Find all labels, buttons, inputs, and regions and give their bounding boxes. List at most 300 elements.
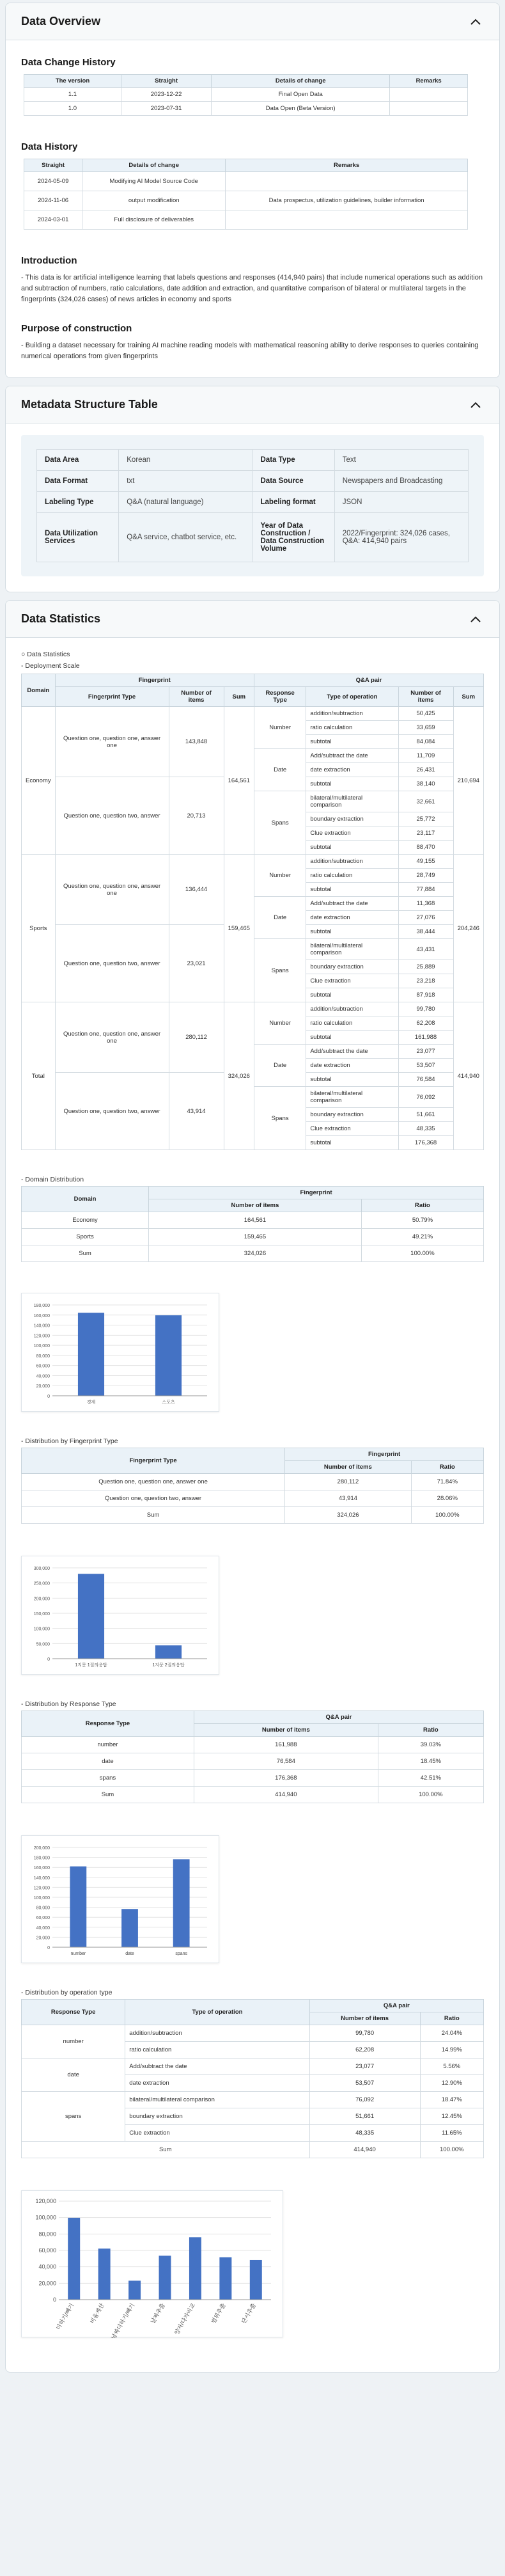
operation-cell: Add/subtract the date	[306, 749, 398, 763]
y-tick-label: 40,000	[38, 2263, 56, 2270]
y-tick-label: 40,000	[36, 1926, 50, 1931]
response-type-cell: spans	[22, 2092, 125, 2142]
operation-count-cell: 176,368	[398, 1136, 453, 1150]
operation-count-cell: 161,988	[398, 1031, 453, 1045]
introduction-text: - This data is for artificial intelligence learning that labels questions and responses (414,940 pairs) that include numerical operations such as addition and subtraction of numbers, ratio calculations, date addition and extraction, and quantitative comparison of bilateral or multilateral targets in the fingerprints (324,026 cases) of news articles in economy and sports	[21, 274, 483, 304]
column-header: Domain	[22, 1187, 149, 1212]
stats-root-label: ○ Data Statistics	[21, 651, 70, 659]
response-type-cell: Number	[254, 707, 306, 749]
table-cell: date	[22, 1753, 194, 1770]
operation-count-cell: 88,470	[398, 841, 453, 855]
operation-cell: ratio calculation	[306, 1016, 398, 1031]
y-tick-label: 120,000	[33, 1334, 50, 1339]
data-statistics-header[interactable]	[6, 601, 499, 638]
fp-sum-cell: 324,026	[224, 1002, 254, 1150]
table-cell: 2023-12-22	[121, 88, 211, 102]
fp-count-cell: 43,914	[169, 1073, 224, 1150]
bar	[155, 1645, 182, 1659]
column-header: Fingerprint Type	[22, 1448, 285, 1474]
table-cell: date extraction	[125, 2075, 309, 2092]
table-cell: 100.00%	[411, 1507, 483, 1524]
x-tick-label: 경제	[86, 1400, 96, 1405]
metadata-row	[37, 513, 469, 562]
operation-cell: ratio calculation	[306, 721, 398, 735]
operation-cell: Clue extraction	[306, 974, 398, 988]
column-header: The version	[24, 75, 121, 88]
domain-cell: Economy	[22, 707, 56, 855]
column-header: Q&A pair	[309, 2000, 483, 2012]
operation-count-cell: 76,092	[398, 1087, 453, 1108]
fp-sum-cell: 159,465	[224, 855, 254, 1002]
table-cell: 50.79%	[361, 1212, 483, 1229]
table-cell: 14.99%	[420, 2042, 483, 2058]
table-cell: Sum	[22, 2142, 310, 2158]
operation-cell: date extraction	[306, 1059, 398, 1073]
table-cell	[390, 102, 468, 116]
column-header: Number of items	[285, 1461, 411, 1474]
x-tick-label: 1지문 1질의응답	[75, 1663, 107, 1668]
y-tick-label: 160,000	[33, 1314, 50, 1319]
column-header: Details of change	[212, 75, 390, 88]
bar	[70, 1867, 86, 1947]
table-cell: output modification	[82, 191, 226, 210]
operation-cell: bilateral/multilateral comparison	[306, 791, 398, 812]
table-cell: addition/subtraction	[125, 2025, 309, 2042]
column-header: Sum	[453, 687, 483, 707]
op-dist-label: - Distribution by operation type	[21, 1989, 113, 1997]
table-cell: 43,914	[285, 1490, 411, 1507]
metadata-value: Text	[334, 450, 468, 471]
fp-count-cell: 280,112	[169, 1002, 224, 1073]
y-tick-label: 20,000	[36, 1384, 50, 1389]
table-cell: number	[22, 1737, 194, 1753]
column-header: Number of items	[149, 1199, 362, 1212]
fp-dist-label: - Distribution by Fingerprint Type	[21, 1437, 118, 1446]
y-tick-label: 300,000	[33, 1567, 50, 1572]
column-header: Number of items	[169, 687, 224, 707]
response-type-cell: Spans	[254, 791, 306, 855]
y-tick-label: 50,000	[36, 1642, 50, 1647]
response-type-cell: Number	[254, 1002, 306, 1045]
chevron-up-icon[interactable]	[467, 611, 484, 628]
metadata-value: Korean	[119, 450, 252, 471]
table-cell: boundary extraction	[125, 2108, 309, 2125]
operation-count-cell: 25,889	[398, 960, 453, 974]
table-cell: 76,092	[309, 2092, 420, 2108]
table-row	[22, 1507, 484, 1524]
x-tick-label: 스포츠	[162, 1400, 175, 1405]
column-header: Ratio	[411, 1461, 483, 1474]
fp-type-cell: Question one, question two, answer	[55, 925, 169, 1002]
table-cell: 176,368	[194, 1770, 378, 1787]
table-cell: 71.84%	[411, 1474, 483, 1490]
column-header: Response Type	[254, 687, 306, 707]
y-tick-label: 160,000	[33, 1866, 50, 1871]
metadata-header[interactable]	[6, 386, 499, 423]
bar	[78, 1313, 104, 1396]
metadata-row	[37, 450, 469, 471]
table-cell: 42.51%	[378, 1770, 483, 1787]
table-cell: Data prospectus, utilization guidelines, builder information	[226, 191, 468, 210]
table-cell: Question one, question two, answer	[22, 1490, 285, 1507]
y-tick-label: 80,000	[38, 2231, 56, 2238]
response-type-cell: Spans	[254, 939, 306, 1002]
introduction-title: Introduction	[21, 255, 77, 266]
y-tick-label: 20,000	[38, 2280, 56, 2287]
fp-count-cell: 136,444	[169, 855, 224, 925]
metadata-value: txt	[119, 471, 252, 492]
operation-count-cell: 49,155	[398, 855, 453, 869]
column-header: Fingerprint	[149, 1187, 484, 1199]
table-row	[22, 1212, 484, 1229]
table-cell: Sum	[22, 1245, 149, 1262]
table-cell: 76,584	[194, 1753, 378, 1770]
metadata-table-wrapper	[21, 435, 484, 576]
x-tick-label: 범위추출	[210, 2302, 227, 2325]
response-type-cell: Date	[254, 1045, 306, 1087]
table-row	[24, 172, 468, 191]
y-tick-label: 200,000	[33, 1846, 50, 1851]
table-row	[22, 1229, 484, 1245]
operation-count-cell: 38,140	[398, 777, 453, 791]
metadata-row	[37, 492, 469, 513]
operation-cell: subtotal	[306, 925, 398, 939]
y-tick-label: 180,000	[33, 1304, 50, 1309]
operation-cell: subtotal	[306, 1136, 398, 1150]
table-cell: 39.03%	[378, 1737, 483, 1753]
fp-bar-chart	[22, 1556, 220, 1675]
op-dist-table	[21, 1999, 484, 2158]
resp-dist-table	[21, 1711, 484, 1803]
bar	[189, 2238, 201, 2300]
metadata-key: Year of Data Construction / Data Construction Volume	[252, 513, 334, 562]
bar	[78, 1574, 104, 1659]
data-history-table	[24, 159, 468, 230]
table-cell: 100.00%	[378, 1787, 483, 1803]
table-cell: 53,507	[309, 2075, 420, 2092]
table-cell: 11.65%	[420, 2125, 483, 2142]
operation-cell: bilateral/multilateral comparison	[306, 939, 398, 960]
purpose-text: - Building a dataset necessary for training AI machine reading models with mathematical reasoning ability to derive responses to queries containing numerical operations from given fingerprints	[21, 342, 479, 361]
y-tick-label: 60,000	[38, 2247, 56, 2254]
table-row	[22, 1787, 484, 1803]
response-type-cell: number	[22, 2025, 125, 2058]
table-cell: ratio calculation	[125, 2042, 309, 2058]
metadata-section	[5, 386, 500, 592]
y-tick-label: 140,000	[33, 1324, 50, 1329]
data-statistics-section	[5, 600, 500, 2373]
y-tick-label: 100,000	[35, 2214, 56, 2221]
x-tick-label: 날짜추출	[149, 2302, 166, 2325]
table-cell: 18.45%	[378, 1753, 483, 1770]
table-cell: Sum	[22, 1787, 194, 1803]
column-header: Straight	[121, 75, 211, 88]
bar	[159, 2256, 171, 2300]
metadata-key: Labeling format	[252, 492, 334, 513]
x-tick-label: 더하기/빼기	[54, 2302, 75, 2332]
table-cell: 280,112	[285, 1474, 411, 1490]
table-cell: 324,026	[149, 1245, 362, 1262]
response-type-cell: Date	[254, 897, 306, 939]
x-tick-label: number	[70, 1952, 86, 1957]
operation-count-cell: 26,431	[398, 763, 453, 777]
data-overview-header[interactable]	[6, 3, 499, 40]
table-row	[24, 210, 468, 230]
table-cell: 324,026	[285, 1507, 411, 1524]
table-cell: Full disclosure of deliverables	[82, 210, 226, 230]
resp-bar-chart	[22, 1836, 220, 1964]
column-header: Domain	[22, 674, 56, 707]
bar	[98, 2248, 111, 2300]
operation-count-cell: 25,772	[398, 812, 453, 826]
column-header: Number of items	[194, 1724, 378, 1737]
table-row	[22, 707, 484, 721]
operation-cell: Add/subtract the date	[306, 897, 398, 911]
table-row	[22, 2058, 484, 2075]
op-chart-card	[21, 2190, 283, 2337]
column-header: Number of items	[309, 2012, 420, 2025]
operation-count-cell: 76,584	[398, 1073, 453, 1087]
table-cell: Modifying AI Model Source Code	[82, 172, 226, 191]
table-cell: 161,988	[194, 1737, 378, 1753]
operation-count-cell: 33,659	[398, 721, 453, 735]
metadata-row	[37, 471, 469, 492]
y-tick-label: 80,000	[36, 1354, 50, 1359]
response-type-cell: date	[22, 2058, 125, 2092]
table-cell: 2024-05-09	[24, 172, 82, 191]
resp-dist-label: - Distribution by Response Type	[21, 1700, 116, 1709]
x-tick-label: 단서추출	[240, 2302, 258, 2325]
y-tick-label: 250,000	[33, 1581, 50, 1586]
table-cell: 414,940	[194, 1787, 378, 1803]
operation-cell: subtotal	[306, 988, 398, 1002]
operation-cell: date extraction	[306, 911, 398, 925]
column-header: Ratio	[420, 2012, 483, 2025]
operation-count-cell: 38,444	[398, 925, 453, 939]
table-row	[24, 191, 468, 210]
table-cell: 48,335	[309, 2125, 420, 2142]
table-row	[22, 1753, 484, 1770]
operation-count-cell: 23,218	[398, 974, 453, 988]
metadata-key: Labeling Type	[37, 492, 119, 513]
table-cell: 2024-11-06	[24, 191, 82, 210]
table-row	[24, 88, 468, 102]
column-header: Fingerprint	[285, 1448, 484, 1461]
metadata-table	[36, 449, 469, 562]
table-cell: 28.06%	[411, 1490, 483, 1507]
operation-count-cell: 11,368	[398, 897, 453, 911]
table-cell	[226, 172, 468, 191]
y-tick-label: 0	[47, 1946, 50, 1951]
operation-cell: subtotal	[306, 1073, 398, 1087]
table-cell: 100.00%	[361, 1245, 483, 1262]
fp-type-cell: Question one, question one, answer one	[55, 855, 169, 925]
table-cell: 100.00%	[420, 2142, 483, 2158]
table-cell: 1.0	[24, 102, 121, 116]
column-header: Straight	[24, 159, 82, 172]
x-tick-label: 날짜더하기/빼기	[109, 2302, 136, 2339]
response-type-cell: Number	[254, 855, 306, 897]
response-type-cell: Spans	[254, 1087, 306, 1150]
table-row	[22, 2025, 484, 2042]
deploy-scale-label: - Deployment Scale	[21, 662, 80, 670]
fp-count-cell: 23,021	[169, 925, 224, 1002]
column-header: Q&A pair	[254, 674, 483, 687]
purpose-title: Purpose of construction	[21, 323, 132, 335]
column-header: Response Type	[22, 1711, 194, 1737]
domain-cell: Total	[22, 1002, 56, 1150]
operation-count-cell: 62,208	[398, 1016, 453, 1031]
metadata-key: Data Type	[252, 450, 334, 471]
table-cell: 24.04%	[420, 2025, 483, 2042]
column-header: Fingerprint Type	[55, 687, 169, 707]
table-cell: 164,561	[149, 1212, 362, 1229]
fp-type-cell: Question one, question two, answer	[55, 1073, 169, 1150]
fp-count-cell: 143,848	[169, 707, 224, 777]
table-cell: Data Open (Beta Version)	[212, 102, 390, 116]
table-row	[22, 1770, 484, 1787]
operation-cell: Clue extraction	[306, 826, 398, 841]
table-cell: Add/subtract the date	[125, 2058, 309, 2075]
operation-count-cell: 11,709	[398, 749, 453, 763]
y-tick-label: 180,000	[33, 1856, 50, 1861]
operation-count-cell: 28,749	[398, 869, 453, 883]
operation-cell: boundary extraction	[306, 1108, 398, 1122]
table-cell: Final Open Data	[212, 88, 390, 102]
table-cell: 2023-07-31	[121, 102, 211, 116]
table-cell: 62,208	[309, 2042, 420, 2058]
operation-cell: boundary extraction	[306, 812, 398, 826]
operation-cell: addition/subtraction	[306, 1002, 398, 1016]
operation-count-cell: 87,918	[398, 988, 453, 1002]
fp-type-cell: Question one, question two, answer	[55, 777, 169, 855]
operation-cell: bilateral/multilateral comparison	[306, 1087, 398, 1108]
column-header: Q&A pair	[194, 1711, 483, 1724]
operation-cell: subtotal	[306, 883, 398, 897]
operation-cell: ratio calculation	[306, 869, 398, 883]
table-cell: 1.1	[24, 88, 121, 102]
table-row	[22, 855, 484, 869]
table-row	[22, 2092, 484, 2108]
column-header: Sum	[224, 687, 254, 707]
table-row	[22, 1002, 484, 1016]
table-cell: Economy	[22, 1212, 149, 1229]
y-tick-label: 0	[52, 2296, 56, 2303]
operation-count-cell: 53,507	[398, 1059, 453, 1073]
chevron-up-icon[interactable]	[467, 397, 484, 413]
y-tick-label: 80,000	[36, 1906, 50, 1911]
y-tick-label: 140,000	[33, 1876, 50, 1881]
fp-type-cell: Question one, question one, answer one	[55, 707, 169, 777]
table-cell: Question one, question one, answer one	[22, 1474, 285, 1490]
y-tick-label: 200,000	[33, 1597, 50, 1602]
table-cell: 12.45%	[420, 2108, 483, 2125]
table-cell: 49.21%	[361, 1229, 483, 1245]
column-header: Number of items	[398, 687, 453, 707]
table-cell: 414,940	[309, 2142, 420, 2158]
table-cell: 2024-03-01	[24, 210, 82, 230]
bar	[173, 1860, 190, 1948]
operation-cell: addition/subtraction	[306, 707, 398, 721]
column-header: Remarks	[226, 159, 468, 172]
metadata-key: Data Area	[37, 450, 119, 471]
fp-sum-cell: 164,561	[224, 707, 254, 855]
table-row	[22, 2142, 484, 2158]
metadata-value: 2022/Fingerprint: 324,026 cases, Q&A: 414,940 pairs	[334, 513, 468, 562]
operation-cell: boundary extraction	[306, 960, 398, 974]
bar	[68, 2218, 80, 2300]
resp-chart-card	[21, 1835, 219, 1963]
table-row	[22, 1737, 484, 1753]
operation-count-cell: 50,425	[398, 707, 453, 721]
operation-cell: subtotal	[306, 1031, 398, 1045]
metadata-value: Q&A service, chatbot service, etc.	[119, 513, 252, 562]
section-title: Data Overview	[21, 15, 101, 28]
qa-sum-cell: 210,694	[453, 707, 483, 855]
bar	[121, 1909, 138, 1947]
change-history-table	[24, 74, 468, 116]
table-cell: Sports	[22, 1229, 149, 1245]
operation-count-cell: 77,884	[398, 883, 453, 897]
table-cell: 51,661	[309, 2108, 420, 2125]
y-tick-label: 120,000	[33, 1886, 50, 1891]
y-tick-label: 20,000	[36, 1936, 50, 1941]
table-row	[22, 1490, 484, 1507]
data-history-title: Data History	[21, 141, 78, 152]
x-tick-label: 1지문 2질의응답	[152, 1663, 185, 1668]
fp-type-cell: Question one, question one, answer one	[55, 1002, 169, 1073]
operation-count-cell: 23,077	[398, 1045, 453, 1059]
x-tick-label: spans	[175, 1952, 188, 1957]
operation-count-cell: 99,780	[398, 1002, 453, 1016]
domain-chart-card	[21, 1293, 219, 1412]
qa-sum-cell: 204,246	[453, 855, 483, 1002]
table-cell: bilateral/multilateral comparison	[125, 2092, 309, 2108]
deployment-scale-table	[21, 674, 484, 1150]
table-cell: 18.47%	[420, 2092, 483, 2108]
column-header: Details of change	[82, 159, 226, 172]
operation-count-cell: 27,076	[398, 911, 453, 925]
chevron-up-icon[interactable]	[467, 13, 484, 30]
operation-count-cell: 43,431	[398, 939, 453, 960]
y-tick-label: 150,000	[33, 1612, 50, 1617]
y-tick-label: 100,000	[33, 1896, 50, 1901]
response-type-cell: Date	[254, 749, 306, 791]
table-cell	[390, 88, 468, 102]
y-tick-label: 0	[47, 1395, 50, 1400]
bar	[128, 2281, 141, 2300]
data-overview-section	[5, 3, 500, 378]
metadata-key: Data Source	[252, 471, 334, 492]
x-tick-label: date	[125, 1952, 134, 1957]
operation-cell: subtotal	[306, 735, 398, 749]
operation-count-cell: 48,335	[398, 1122, 453, 1136]
column-header: Remarks	[390, 75, 468, 88]
fp-chart-card	[21, 1556, 219, 1675]
y-tick-label: 120,000	[35, 2198, 56, 2205]
operation-count-cell: 23,117	[398, 826, 453, 841]
operation-count-cell: 51,661	[398, 1108, 453, 1122]
table-cell: spans	[22, 1770, 194, 1787]
y-tick-label: 60,000	[36, 1364, 50, 1369]
change-history-title: Data Change History	[21, 57, 116, 68]
section-title: Metadata Structure Table	[21, 398, 158, 411]
qa-sum-cell: 414,940	[453, 1002, 483, 1150]
table-row	[22, 1245, 484, 1262]
metadata-value: Newspapers and Broadcasting	[334, 471, 468, 492]
table-row	[24, 102, 468, 116]
column-header: Type of operation	[125, 2000, 309, 2025]
